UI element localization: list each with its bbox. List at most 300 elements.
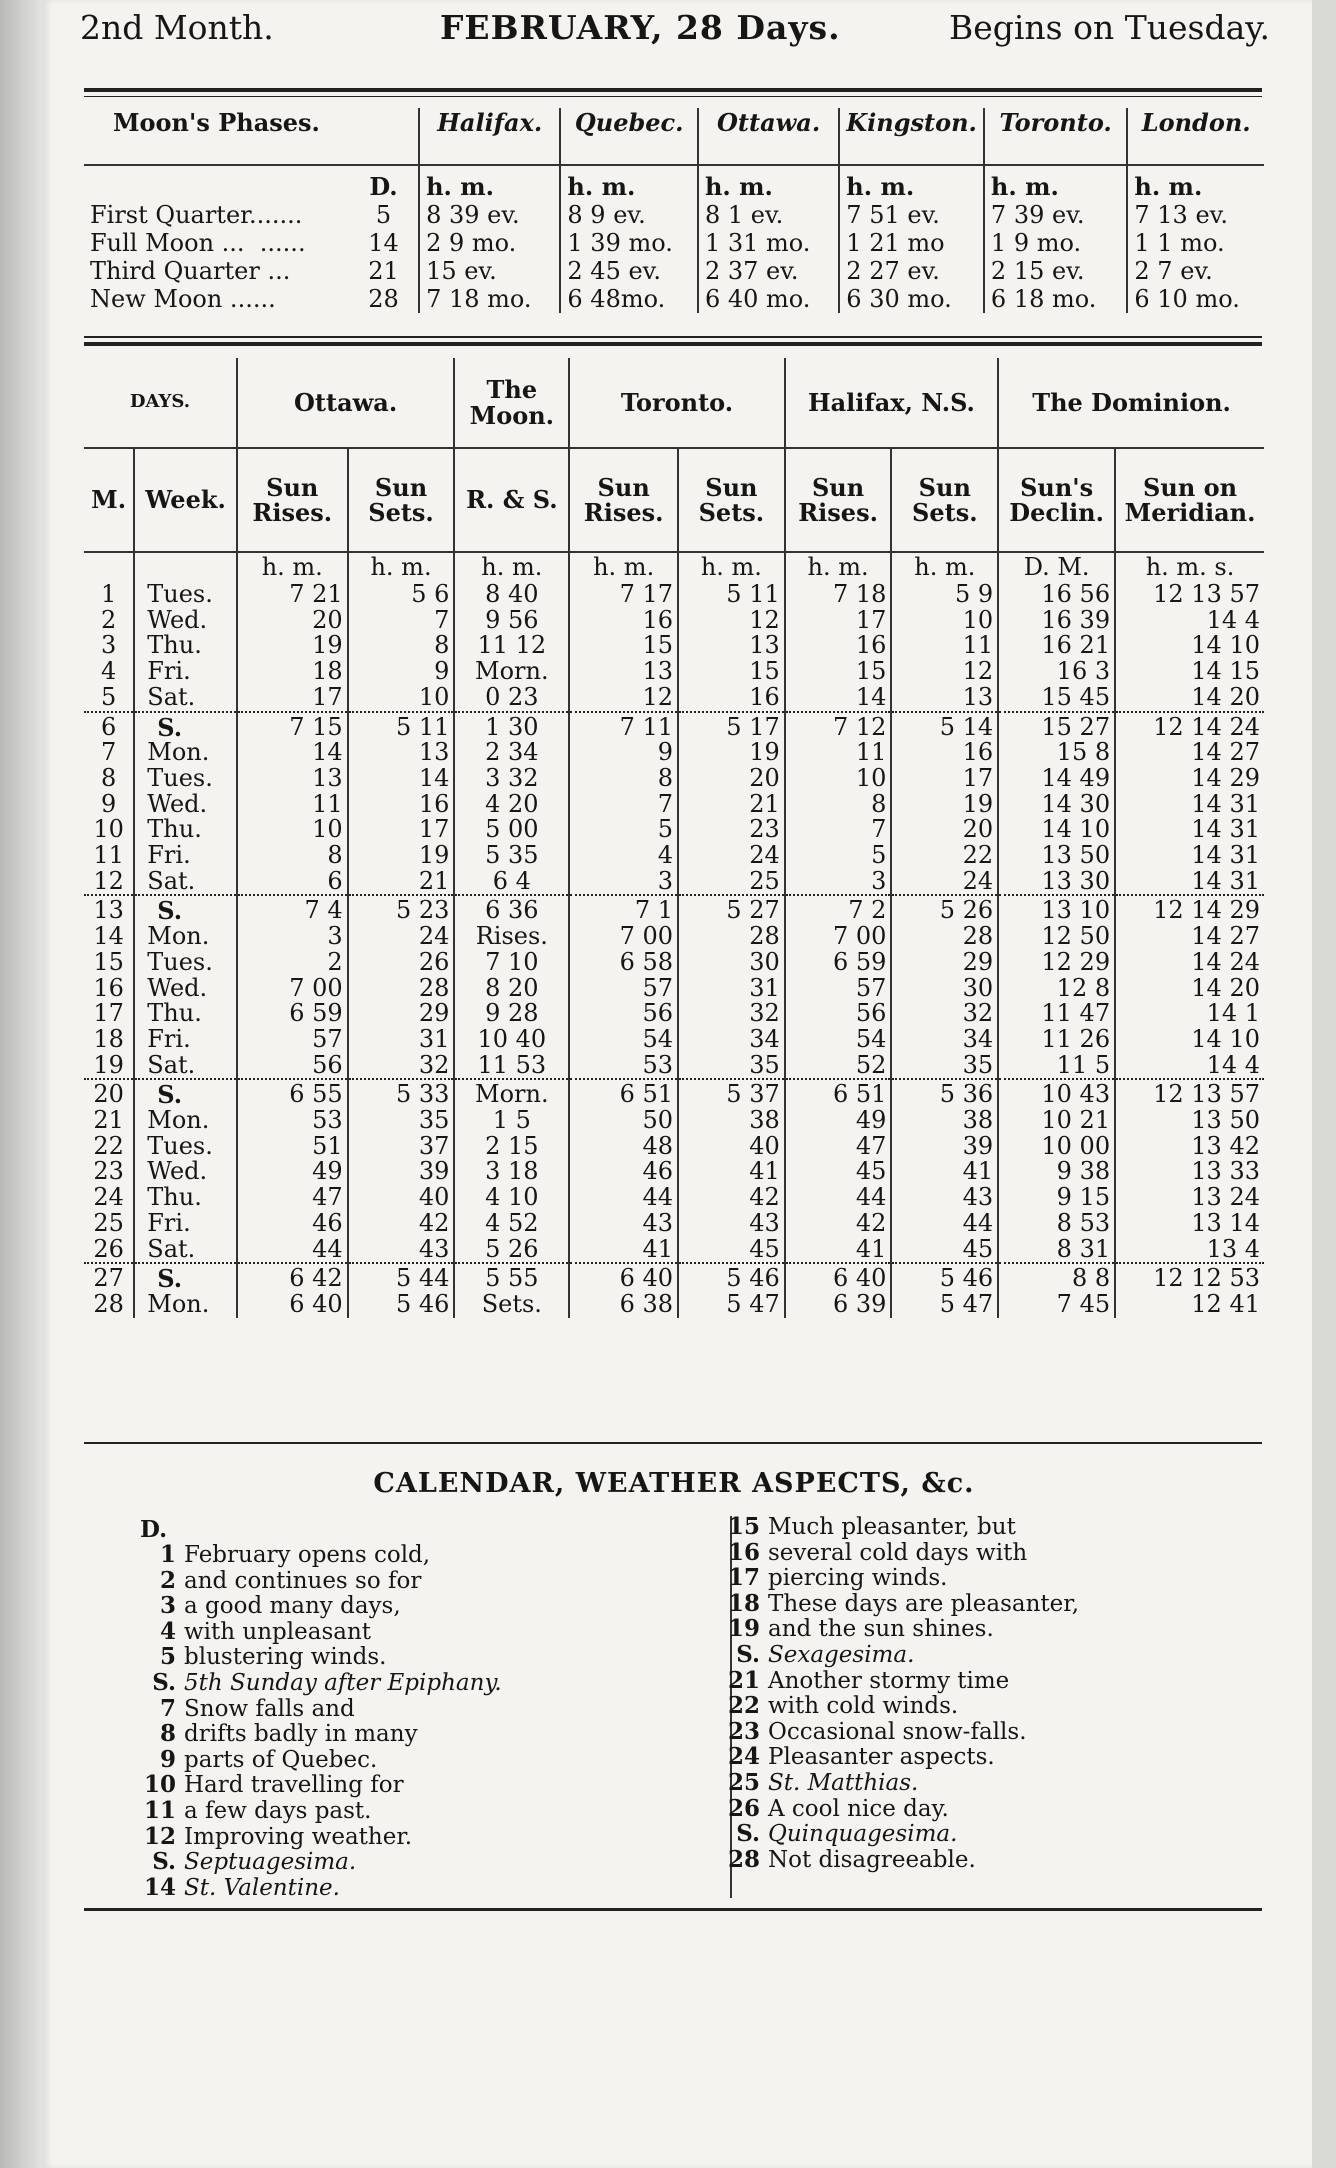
calendar-day-heading: D. (140, 1516, 168, 1543)
calendar-note: several cold days with (768, 1539, 1028, 1566)
calendar-day: 16 (727, 1538, 760, 1566)
weekday: Wed. (134, 608, 237, 634)
weekday: Tues. (134, 1134, 237, 1160)
day-number: 3 (100, 631, 117, 660)
calendar-entry (724, 1770, 1079, 1796)
table-row (84, 1263, 1264, 1292)
toronto-sunrise: 6 40 (569, 1263, 678, 1292)
toronto-sunrise: 7 1 (569, 895, 678, 924)
toronto-sunrise: 7 (569, 792, 678, 818)
calendar-entry (140, 1644, 502, 1670)
weekday: Wed. (134, 976, 237, 1002)
sun-declination: 8 31 (998, 1237, 1115, 1264)
table-row (84, 685, 1264, 712)
phase-row (84, 201, 1264, 229)
toronto-sunrise: 6 51 (569, 1079, 678, 1108)
weekday: Tues. (134, 766, 237, 792)
calendar-entry (724, 1796, 1079, 1822)
moon-rise-set: Rises. (454, 924, 569, 950)
moon-rise-set: 5 35 (454, 843, 569, 869)
halifax-sunset: 43 (891, 1185, 998, 1211)
phase-time: 8 1 ev. (698, 201, 839, 229)
calendar-day: 19 (727, 1615, 760, 1643)
ottawa-sunset: 13 (348, 740, 455, 766)
halifax-sunrise: 17 (785, 608, 892, 634)
phase-time: 2 45 ev. (560, 257, 698, 285)
day-number: 16 (93, 973, 124, 1002)
toronto-sunrise: 16 (569, 608, 678, 634)
halifax-sunrise: 49 (785, 1108, 892, 1134)
toronto-sunrise: 6 58 (569, 950, 678, 976)
sun-declination: 12 50 (998, 924, 1115, 950)
calendar-note: blustering winds. (184, 1644, 387, 1671)
group-halifax: Halifax, N.S. (785, 358, 998, 448)
ottawa-sunset: 42 (348, 1211, 455, 1237)
calendar-note: and the sun shines. (768, 1616, 994, 1643)
calendar-day: 9 (159, 1745, 176, 1773)
city-ottawa: Ottawa. (698, 108, 839, 165)
week-group (84, 582, 1264, 712)
calendar-note: with unpleasant (184, 1618, 372, 1645)
halifax-sunset: 12 (891, 659, 998, 685)
group-ottawa: Ottawa. (237, 358, 455, 448)
phase-time: 6 18 mo. (984, 285, 1127, 313)
halifax-sunrise: 41 (785, 1237, 892, 1264)
sun-declination: 8 53 (998, 1211, 1115, 1237)
ottawa-sunset: 7 (348, 608, 455, 634)
phase-time: 7 18 mo. (419, 285, 560, 313)
ottawa-sunset: 16 (348, 792, 455, 818)
month-begins: Begins on Tuesday. (948, 8, 1270, 47)
sun-declination: 9 38 (998, 1159, 1115, 1185)
table-row (84, 582, 1264, 608)
sun-on-meridian: 14 27 (1115, 740, 1264, 766)
sun-declination: 10 00 (998, 1134, 1115, 1160)
ottawa-sunrise: 17 (237, 685, 348, 712)
day-number: 13 (93, 896, 124, 925)
calendar-entry (724, 1744, 1079, 1770)
sun-on-meridian: 14 27 (1115, 924, 1264, 950)
table-row (84, 843, 1264, 869)
table-row (84, 1159, 1264, 1185)
phase-name: First Quarter....... (90, 201, 303, 229)
table-row (84, 1053, 1264, 1080)
day-number: 28 (93, 1289, 124, 1318)
day-number: 25 (93, 1208, 124, 1237)
phase-day: 5 (375, 201, 392, 229)
calendar-note: 5th Sunday after Epiphany. (184, 1669, 502, 1696)
toronto-sunrise: 8 (569, 766, 678, 792)
phase-time: 2 7 ev. (1127, 257, 1264, 285)
sun-on-meridian: 14 4 (1115, 1053, 1264, 1080)
sun-declination: 12 29 (998, 950, 1115, 976)
col-month-day: M. (91, 485, 127, 515)
calendar-note: February opens cold, (184, 1542, 431, 1568)
col-halifax-rises: Sun Rises. (785, 448, 892, 552)
halifax-sunset: 5 36 (891, 1079, 998, 1108)
moon-rise-set: 1 30 (454, 712, 569, 741)
calendar-entry (724, 1642, 1079, 1668)
sun-on-meridian: 12 14 29 (1115, 895, 1264, 924)
sun-declination: 7 45 (998, 1292, 1115, 1318)
calendar-entry (140, 1798, 502, 1824)
ottawa-sunset: 8 (348, 633, 455, 659)
table-row (84, 1079, 1264, 1108)
phase-time: 2 37 ev. (698, 257, 839, 285)
day-number: 11 (93, 841, 124, 870)
halifax-sunset: 38 (891, 1108, 998, 1134)
ottawa-sunrise: 19 (237, 633, 348, 659)
col-halifax-sets: Sun Sets. (891, 448, 998, 552)
calendar-note: with cold winds. (768, 1693, 959, 1720)
ottawa-sunset: 5 11 (348, 712, 455, 741)
moon-rise-set: 4 10 (454, 1185, 569, 1211)
calendar-day: 8 (159, 1720, 176, 1748)
weekday: Thu. (134, 1185, 237, 1211)
halifax-sunset: 19 (891, 792, 998, 818)
weekday: S. (134, 1079, 237, 1108)
phase-time: 2 15 ev. (984, 257, 1127, 285)
toronto-sunrise: 57 (569, 976, 678, 1002)
phase-row (84, 285, 1264, 313)
toronto-sunset: 34 (678, 1027, 785, 1053)
phase-time: 6 40 mo. (698, 285, 839, 313)
toronto-sunset: 21 (678, 792, 785, 818)
sun-declination: 12 8 (998, 976, 1115, 1002)
weekday: Tues. (134, 582, 237, 608)
table-row (84, 608, 1264, 634)
ottawa-sunrise: 7 21 (237, 582, 348, 608)
calendar-entry (724, 1591, 1079, 1617)
ottawa-sunset: 21 (348, 869, 455, 896)
ottawa-sunrise: 53 (237, 1108, 348, 1134)
weekday: Fri. (134, 1027, 237, 1053)
sun-on-meridian: 12 14 24 (1115, 712, 1264, 741)
ottawa-sunset: 5 23 (348, 895, 455, 924)
calendar-day: 1 (159, 1541, 176, 1568)
sun-on-meridian: 14 15 (1115, 659, 1264, 685)
weekday: Fri. (134, 659, 237, 685)
sun-on-meridian: 14 31 (1115, 843, 1264, 869)
toronto-sunset: 19 (678, 740, 785, 766)
halifax-sunset: 30 (891, 976, 998, 1002)
weekday: Mon. (134, 1108, 237, 1134)
ottawa-sunset: 24 (348, 924, 455, 950)
day-number: 19 (93, 1050, 124, 1079)
table-row (84, 740, 1264, 766)
phase-time: 2 9 mo. (419, 229, 560, 257)
halifax-sunset: 28 (891, 924, 998, 950)
table-row (84, 817, 1264, 843)
ottawa-sunset: 5 46 (348, 1292, 455, 1318)
sun-on-meridian: 14 29 (1115, 766, 1264, 792)
sun-on-meridian: 12 13 57 (1115, 1079, 1264, 1108)
halifax-sunset: 24 (891, 869, 998, 896)
sun-declination: 16 21 (998, 633, 1115, 659)
weekday: Wed. (134, 1159, 237, 1185)
calendar-note: A cool nice day. (768, 1795, 949, 1822)
ottawa-sunrise: 11 (237, 792, 348, 818)
ottawa-sunrise: 46 (237, 1211, 348, 1237)
toronto-sunrise: 7 11 (569, 712, 678, 741)
calendar-note: Septuagesima. (184, 1849, 357, 1876)
calendar-entry (724, 1514, 1079, 1540)
sun-declination: 11 47 (998, 1001, 1115, 1027)
calendar-entry (140, 1747, 502, 1773)
calendar-note: Not disagreeable. (768, 1846, 976, 1873)
col-declination: Sun's Declin. (998, 448, 1115, 552)
weekday: Sat. (134, 685, 237, 712)
toronto-sunset: 5 46 (678, 1263, 785, 1292)
city-quebec: Quebec. (560, 108, 698, 165)
calendar-title: CALENDAR, WEATHER ASPECTS, &c. (373, 1468, 975, 1499)
calendar-note: Pleasanter aspects. (768, 1744, 995, 1771)
calendar-day: S. (152, 1668, 176, 1696)
unit-hms: h. m. s. (1115, 552, 1264, 582)
toronto-sunrise: 56 (569, 1001, 678, 1027)
halifax-sunrise: 57 (785, 976, 892, 1002)
phase-time: 1 9 mo. (984, 229, 1127, 257)
calendar-entry (140, 1772, 502, 1798)
sun-on-meridian: 14 20 (1115, 976, 1264, 1002)
halifax-sunset: 22 (891, 843, 998, 869)
calendar-day: 18 (727, 1589, 760, 1617)
calendar-entry (724, 1668, 1079, 1694)
phase-time: 6 10 mo. (1127, 285, 1264, 313)
ottawa-sunrise: 6 (237, 869, 348, 896)
ottawa-sunrise: 6 40 (237, 1292, 348, 1318)
ottawa-sunrise: 56 (237, 1053, 348, 1080)
calendar-day: 26 (727, 1794, 760, 1822)
calendar-entry (140, 1542, 502, 1568)
month-title: FEBRUARY, 28 Days. (440, 8, 841, 47)
calendar-entry (724, 1693, 1079, 1719)
ottawa-sunrise: 8 (237, 843, 348, 869)
halifax-sunset: 45 (891, 1237, 998, 1264)
sun-declination: 16 56 (998, 582, 1115, 608)
moon-rise-set: 9 28 (454, 1001, 569, 1027)
halifax-sunset: 11 (891, 633, 998, 659)
table-row (84, 895, 1264, 924)
ottawa-sunset: 10 (348, 685, 455, 712)
toronto-sunrise: 13 (569, 659, 678, 685)
calendar-day: S. (152, 1848, 176, 1876)
group-toronto: Toronto. (569, 358, 784, 448)
ottawa-sunset: 26 (348, 950, 455, 976)
calendar-day: 15 (727, 1513, 760, 1540)
header-rule (84, 88, 1262, 92)
ottawa-sunset: 39 (348, 1159, 455, 1185)
calendar-day: 2 (159, 1566, 176, 1594)
toronto-sunset: 45 (678, 1237, 785, 1264)
calendar-note: Improving weather. (184, 1823, 413, 1850)
calendar-entry (724, 1719, 1079, 1745)
week-group (84, 895, 1264, 1079)
halifax-sunset: 17 (891, 766, 998, 792)
phase-row (84, 257, 1264, 285)
calendar-note: Hard travelling for (184, 1772, 404, 1799)
city-kingston: Kingston. (839, 108, 984, 165)
header-rule-thin (84, 96, 1262, 97)
weekday: Sat. (134, 1237, 237, 1264)
phase-time: 1 21 mo (839, 229, 984, 257)
toronto-sunrise: 12 (569, 685, 678, 712)
weekday: Sat. (134, 869, 237, 896)
sun-declination: 15 27 (998, 712, 1115, 741)
ottawa-sunset: 43 (348, 1237, 455, 1264)
toronto-sunset: 24 (678, 843, 785, 869)
halifax-sunrise: 5 (785, 843, 892, 869)
calendar-day: 25 (727, 1768, 760, 1796)
toronto-sunset: 23 (678, 817, 785, 843)
toronto-sunset: 28 (678, 924, 785, 950)
daily-table (84, 358, 1264, 1318)
weekday: S. (134, 895, 237, 924)
ottawa-sunrise: 51 (237, 1134, 348, 1160)
phases-title: Moon's Phases. (84, 108, 349, 165)
sun-declination: 10 43 (998, 1079, 1115, 1108)
moon-rise-set: 11 53 (454, 1053, 569, 1080)
table-row (84, 766, 1264, 792)
toronto-sunrise: 9 (569, 740, 678, 766)
calendar-note: and continues so for (184, 1567, 422, 1594)
phase-time: 6 48mo. (560, 285, 698, 313)
sun-declination: 13 10 (998, 895, 1115, 924)
moon-rise-set: 5 00 (454, 817, 569, 843)
weekday: S. (134, 712, 237, 741)
sun-declination: 9 15 (998, 1185, 1115, 1211)
phase-row (84, 229, 1264, 257)
weekday: Sat. (134, 1053, 237, 1080)
phase-time: 8 39 ev. (419, 201, 560, 229)
sun-declination: 14 49 (998, 766, 1115, 792)
table-row (84, 976, 1264, 1002)
toronto-sunset: 5 17 (678, 712, 785, 741)
day-number: 23 (93, 1157, 124, 1186)
table-row (84, 1134, 1264, 1160)
day-number: 18 (93, 1024, 124, 1053)
halifax-sunset: 13 (891, 685, 998, 712)
phase-name: New Moon ...... (90, 285, 276, 313)
calendar-note: Much pleasanter, but (768, 1514, 1016, 1540)
sun-on-meridian: 13 33 (1115, 1159, 1264, 1185)
ottawa-sunrise: 6 42 (237, 1263, 348, 1292)
unit-hm: h. m. (678, 552, 785, 582)
moon-rise-set: 3 32 (454, 766, 569, 792)
calendar-day: 24 (727, 1743, 760, 1771)
calendar-day: 11 (143, 1796, 176, 1824)
calendar-heading (140, 1516, 167, 1543)
phase-day: 14 (368, 229, 399, 257)
group-moon: The Moon. (454, 358, 569, 448)
day-number: 24 (93, 1183, 124, 1212)
halifax-sunset: 35 (891, 1053, 998, 1080)
weekday: Mon. (134, 924, 237, 950)
moon-rise-set: 3 18 (454, 1159, 569, 1185)
ottawa-sunrise: 13 (237, 766, 348, 792)
weekday: Wed. (134, 792, 237, 818)
calendar-day: 4 (159, 1617, 176, 1645)
unit-hm: h. m. (569, 552, 678, 582)
halifax-sunset: 20 (891, 817, 998, 843)
calendar-note: piercing winds. (768, 1565, 948, 1592)
calendar-entry (140, 1849, 502, 1875)
halifax-sunrise: 15 (785, 659, 892, 685)
toronto-sunset: 43 (678, 1211, 785, 1237)
halifax-sunset: 29 (891, 950, 998, 976)
toronto-sunrise: 53 (569, 1053, 678, 1080)
ottawa-sunrise: 7 15 (237, 712, 348, 741)
calendar-entry (724, 1821, 1079, 1847)
sun-on-meridian: 13 4 (1115, 1237, 1264, 1264)
sun-declination: 13 30 (998, 869, 1115, 896)
table-row (84, 1027, 1264, 1053)
toronto-sunset: 5 11 (678, 582, 785, 608)
weekday: Fri. (134, 1211, 237, 1237)
ottawa-sunset: 17 (348, 817, 455, 843)
toronto-sunset: 30 (678, 950, 785, 976)
moon-rise-set: Morn. (454, 1079, 569, 1108)
halifax-sunrise: 16 (785, 633, 892, 659)
weekday: Tues. (134, 950, 237, 976)
calendar-day: 5 (159, 1643, 176, 1671)
calendar-day: 12 (143, 1822, 176, 1850)
toronto-sunset: 20 (678, 766, 785, 792)
moon-rise-set: 4 20 (454, 792, 569, 818)
sun-on-meridian: 13 14 (1115, 1211, 1264, 1237)
phase-time: 8 9 ev. (560, 201, 698, 229)
city-halifax: Halifax. (419, 108, 560, 165)
sun-declination: 16 39 (998, 608, 1115, 634)
toronto-sunrise: 7 00 (569, 924, 678, 950)
sun-declination: 14 30 (998, 792, 1115, 818)
table-row (84, 950, 1264, 976)
toronto-sunrise: 5 (569, 817, 678, 843)
moon-rise-set: 1 5 (454, 1108, 569, 1134)
halifax-sunrise: 6 59 (785, 950, 892, 976)
weekday: Fri. (134, 843, 237, 869)
phase-time: 15 ev. (419, 257, 560, 285)
ottawa-sunset: 32 (348, 1053, 455, 1080)
moon-rise-set: 8 20 (454, 976, 569, 1002)
table-row (84, 1001, 1264, 1027)
toronto-sunrise: 50 (569, 1108, 678, 1134)
ottawa-sunrise: 20 (237, 608, 348, 634)
calendar-note: Sexagesima. (768, 1641, 915, 1668)
halifax-sunrise: 6 51 (785, 1079, 892, 1108)
toronto-sunset: 15 (678, 659, 785, 685)
day-number: 9 (100, 789, 117, 818)
day-number: 7 (100, 738, 117, 767)
moon-rise-set: 2 15 (454, 1134, 569, 1160)
halifax-sunrise: 52 (785, 1053, 892, 1080)
halifax-sunset: 39 (891, 1134, 998, 1160)
ottawa-sunrise: 14 (237, 740, 348, 766)
sun-on-meridian: 14 4 (1115, 608, 1264, 634)
ottawa-sunset: 9 (348, 659, 455, 685)
toronto-sunset: 41 (678, 1159, 785, 1185)
calendar-entry (724, 1565, 1079, 1591)
toronto-sunrise: 7 17 (569, 582, 678, 608)
calendar-day: 22 (727, 1692, 760, 1720)
day-number: 14 (93, 922, 124, 951)
phase-time: 1 31 mo. (698, 229, 839, 257)
unit-dm: D. M. (998, 552, 1115, 582)
toronto-sunset: 42 (678, 1185, 785, 1211)
ottawa-sunset: 37 (348, 1134, 455, 1160)
sun-declination: 16 3 (998, 659, 1115, 685)
ottawa-sunset: 31 (348, 1027, 455, 1053)
